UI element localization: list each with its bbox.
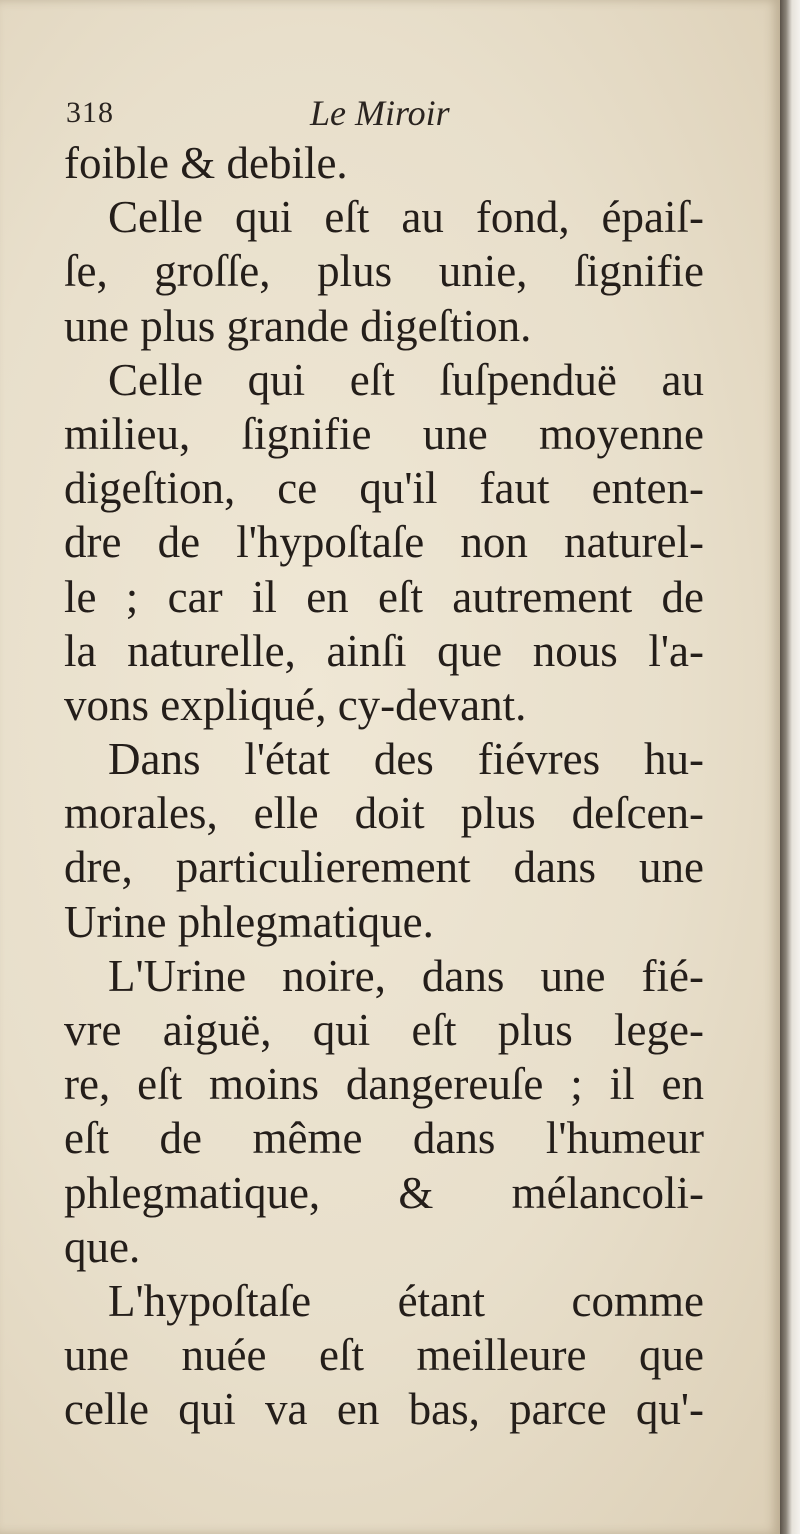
page-edge <box>780 0 800 1534</box>
text-line: re, eſt moins dangereuſe ; il en <box>64 1059 704 1110</box>
text-line: foible & debile. <box>64 138 348 188</box>
text-line: eſt de même dans l'humeur <box>64 1113 704 1164</box>
text-line: dre de l'hypoſtaſe non naturel- <box>64 517 704 568</box>
text-line: que. <box>64 1221 141 1272</box>
text-line: morales, elle doit plus deſcen- <box>64 788 704 839</box>
text-line: L'hypoſtaſe étant comme <box>108 1275 704 1326</box>
text-line: une nuée eſt meilleure que <box>64 1330 704 1381</box>
text-line: Celle qui eſt au fond, épaiſ- <box>108 192 704 243</box>
text-line: vre aiguë, qui eſt plus lege- <box>64 1005 704 1055</box>
running-title: Le Miroir <box>310 93 450 133</box>
text-line: phlegmatique, & mélancoli- <box>64 1167 704 1218</box>
text-line: Urine phlegmatique. <box>64 896 434 947</box>
text-line: Dans l'état des fiévres hu- <box>108 734 704 785</box>
text-line: ſe, groſſe, plus unie, ſignifie <box>64 246 704 297</box>
page-number: 318 <box>66 96 114 129</box>
text-line: celle qui va en bas, parce qu'- <box>64 1384 704 1435</box>
text-line: le ; car il en eſt autrement de <box>64 571 704 622</box>
text-line: vons expliqué, cy-devant. <box>64 679 527 730</box>
text-line: dre, particulierement dans une <box>64 842 704 893</box>
text-line: L'Urine noire, dans une fié- <box>108 950 704 1001</box>
text-line: digeſtion, ce qu'il faut enten- <box>64 463 704 514</box>
text-line: milieu, ſignifie une moyenne <box>64 408 704 459</box>
text-line: Celle qui eſt ſuſpenduë au <box>108 354 704 405</box>
text-line: une plus grande digeſtion. <box>64 300 532 351</box>
page-header <box>66 92 706 140</box>
text-line: la naturelle, ainſi que nous l'a- <box>64 625 704 676</box>
body-text <box>64 136 704 1437</box>
